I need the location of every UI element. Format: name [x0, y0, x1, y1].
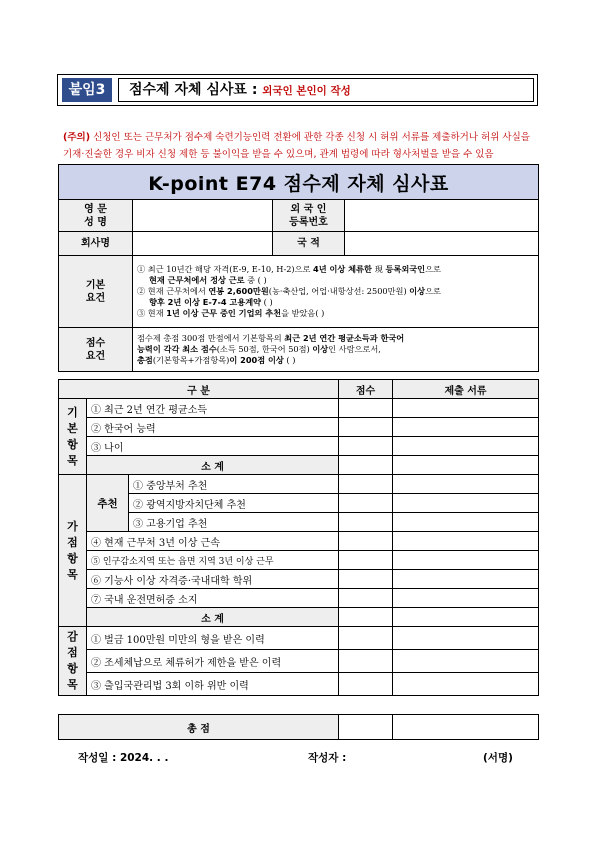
signature-label: (서명) — [483, 752, 513, 764]
total-label: 총 점 — [59, 715, 339, 740]
english-name-label: 영 문 성 명 — [59, 200, 133, 232]
table-spacer — [59, 696, 539, 715]
score-cell[interactable] — [339, 437, 393, 456]
score-requirements-text: 점수제 총점 300점 만점에서 기본항목의 최근 2년 연간 평균소득과 한국어 능력이 각각 최소 점수(소득 50점, 한국어 50점) 이상인 사람으로서, 총점(기본항목+가점항목)이 200점 이상 ( ) — [133, 328, 539, 372]
deduction-item-immigration: ③ 출입국관리법 3회 이하 위반 이력 — [87, 673, 339, 696]
form-title: K-point E74 점수제 자체 심사표 — [59, 165, 539, 200]
documents-cell[interactable] — [393, 418, 539, 437]
score-requirements-label: 점수 요건 — [59, 328, 133, 372]
score-cell[interactable] — [339, 399, 393, 418]
company-field[interactable] — [133, 232, 273, 256]
documents-cell[interactable] — [393, 570, 539, 589]
registration-number-label: 외 국 인 등록번호 — [273, 200, 345, 232]
documents-cell[interactable] — [393, 494, 539, 513]
basic-requirements-text: ① 최근 10년간 해당 자격(E-9, E-10, H-2)으로 4년 이상 체류한 現 등록외국인으로 현재 근무처에서 정상 근로 중 ( ) ② 현재 근무처에서 연봉 2,600만원(농·축산업, 어업·내항상선: 2500만원) 이상으로 향후 2년 이상 E-7-4 고용계약 ( ) ③ 현재 1년 이상 근무 중인 기업의 추천을 받았음( ) — [133, 256, 539, 328]
score-cell[interactable] — [339, 627, 393, 650]
score-cell[interactable] — [339, 456, 393, 475]
recommendation-label: 추천 — [87, 475, 129, 532]
bonus-item-region: ⑤ 인구감소지역 또는 읍면 지역 3년 이상 근무 — [87, 551, 339, 570]
registration-number-field[interactable] — [345, 200, 539, 232]
deduction-item-tax: ② 조세체납으로 체류허가 제한을 받은 이력 — [87, 650, 339, 673]
attachment-badge: 붙임3 — [62, 78, 112, 102]
nationality-label: 국 적 — [273, 232, 345, 256]
score-cell[interactable] — [339, 532, 393, 551]
caution-line-1: (주의) 신청인 또는 근무처가 점수제 숙련기능인력 전환에 관한 각종 신청 시 허위 서류를 제출하거나 허위 사실을 — [63, 132, 530, 143]
score-cell[interactable] — [339, 608, 393, 627]
score-cell[interactable] — [339, 513, 393, 532]
col-category: 구 분 — [59, 380, 339, 399]
caution-lead: (주의) — [63, 132, 91, 143]
deduction-items-side-label: 감 점 항 목 — [59, 627, 87, 696]
basic-subtotal-label: 소 계 — [87, 456, 339, 475]
basic-item-age: ③ 나이 — [87, 437, 339, 456]
writer-label: 작성자 : — [308, 752, 347, 764]
documents-cell[interactable] — [393, 399, 539, 418]
date-label: 작성일 : 2024. . . — [78, 752, 169, 764]
nationality-field[interactable] — [345, 232, 539, 256]
caution-notice — [63, 129, 541, 163]
total-score-cell[interactable] — [339, 715, 393, 740]
caution-line-2: 기재·진술한 경우 비자 신청 제한 등 불이익을 받을 수 있으며, 관계 법령에 따라 형사처벌을 받을 수 있음 — [63, 149, 494, 160]
basic-items-side-label: 기 본 항 목 — [59, 399, 87, 475]
documents-cell[interactable] — [393, 673, 539, 696]
basic-item-income: ① 최근 2년 연간 평균소득 — [87, 399, 339, 418]
total-documents-cell[interactable] — [393, 715, 539, 740]
bonus-item-tenure: ④ 현재 근무처 3년 이상 근속 — [87, 532, 339, 551]
documents-cell[interactable] — [393, 650, 539, 673]
documents-cell[interactable] — [393, 532, 539, 551]
company-label: 회사명 — [59, 232, 133, 256]
score-cell[interactable] — [339, 418, 393, 437]
documents-cell[interactable] — [393, 456, 539, 475]
basic-requirements-label: 기본 요건 — [59, 256, 133, 328]
score-cell[interactable] — [339, 475, 393, 494]
signature-footer — [58, 750, 538, 766]
bonus-subtotal-label: 소 계 — [87, 608, 339, 627]
bonus-item-certificate: ⑥ 기능사 이상 자격증·국내대학 학위 — [87, 570, 339, 589]
bonus-items-side-label: 가 점 항 목 — [59, 475, 87, 627]
header-subtitle: 외국인 본인이 작성 — [262, 85, 351, 97]
documents-cell[interactable] — [393, 608, 539, 627]
score-cell[interactable] — [339, 650, 393, 673]
deduction-item-fine: ① 벌금 100만원 미만의 형을 받은 이력 — [87, 627, 339, 650]
documents-cell[interactable] — [393, 627, 539, 650]
bonus-item-license: ⑦ 국내 운전면허증 소지 — [87, 589, 339, 608]
score-items-table — [58, 379, 539, 740]
header-title-box — [118, 78, 534, 102]
col-score: 점수 — [339, 380, 393, 399]
score-cell[interactable] — [339, 673, 393, 696]
documents-cell[interactable] — [393, 475, 539, 494]
basic-item-korean: ② 한국어 능력 — [87, 418, 339, 437]
applicant-info-table — [58, 164, 539, 372]
documents-cell[interactable] — [393, 551, 539, 570]
header-title: 점수제 자체 심사표 : — [129, 82, 258, 98]
documents-cell[interactable] — [393, 513, 539, 532]
documents-cell[interactable] — [393, 589, 539, 608]
score-cell[interactable] — [339, 494, 393, 513]
documents-cell[interactable] — [393, 437, 539, 456]
score-cell[interactable] — [339, 589, 393, 608]
bonus-item-employer: ③ 고용기업 추천 — [129, 513, 339, 532]
score-cell[interactable] — [339, 551, 393, 570]
score-cell[interactable] — [339, 570, 393, 589]
bonus-item-ministry: ① 중앙부처 추천 — [129, 475, 339, 494]
col-documents: 제출 서류 — [393, 380, 539, 399]
english-name-field[interactable] — [133, 200, 273, 232]
bonus-item-local-gov: ② 광역지방자치단체 추천 — [129, 494, 339, 513]
